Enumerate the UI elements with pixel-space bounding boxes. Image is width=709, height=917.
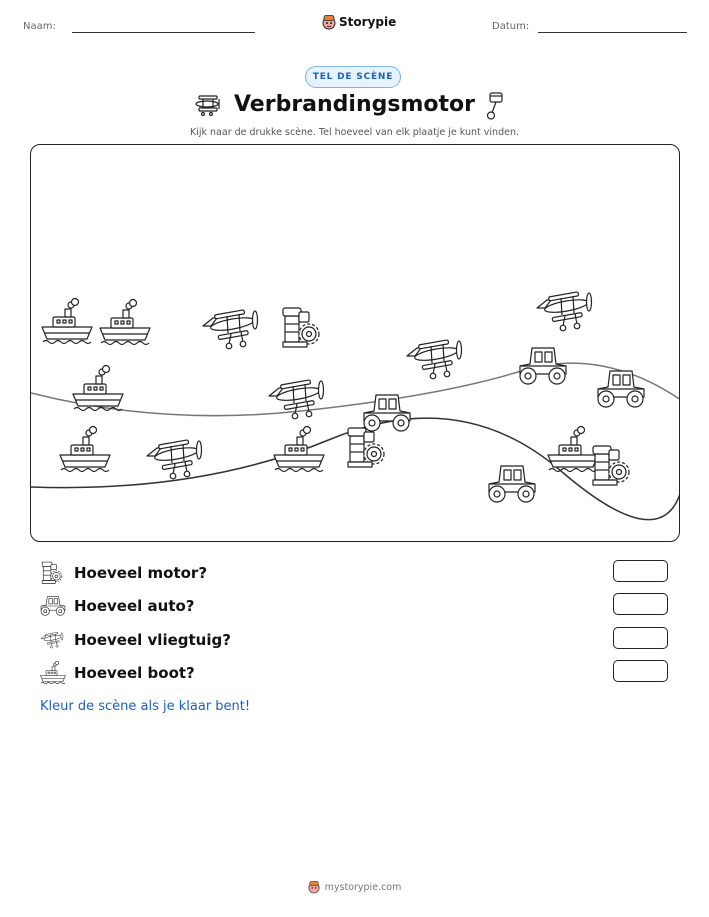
piston-decoration-icon xyxy=(486,92,506,124)
storypie-mascot-icon xyxy=(322,14,336,30)
car-icon xyxy=(40,595,66,617)
scene-boat-4 xyxy=(60,427,110,472)
answer-box-boat[interactable] xyxy=(613,660,668,682)
question-label: Hoeveel motor? xyxy=(74,564,208,582)
scene-boat-6 xyxy=(548,427,598,472)
activity-badge: TEL DE SCÈNE xyxy=(305,66,401,88)
scene-plane-10 xyxy=(147,440,202,479)
date-label: Datum: xyxy=(492,21,530,32)
coloring-instruction: Kleur de scène als je klaar bent! xyxy=(40,699,251,714)
name-field-line[interactable] xyxy=(72,32,255,33)
motor-icon xyxy=(40,561,64,585)
brand-logo xyxy=(322,14,396,30)
name-label: Naam: xyxy=(23,21,56,32)
boat-icon xyxy=(40,661,66,685)
page-subtitle: Kijk naar de drukke scène. Tel hoeveel van elk plaatje je kunt vinden. xyxy=(190,127,519,138)
storypie-mascot-icon xyxy=(308,880,320,894)
question-row-boat xyxy=(40,660,670,686)
page-title: Verbrandingsmotor xyxy=(233,92,475,117)
scene-car-15 xyxy=(489,466,535,502)
question-label: Hoeveel auto? xyxy=(74,597,195,615)
scene-motor-17 xyxy=(348,428,384,467)
question-row-motor xyxy=(40,560,670,586)
scene-plane-8 xyxy=(407,340,462,379)
scene-car-14 xyxy=(364,395,410,431)
counting-scene xyxy=(30,144,680,542)
answer-box-car[interactable] xyxy=(613,593,668,615)
plane-icon xyxy=(40,629,66,651)
brand-name: Storypie xyxy=(339,15,397,29)
scene-plane-7 xyxy=(203,310,258,349)
scene-car-12 xyxy=(520,348,566,384)
date-field-line[interactable] xyxy=(538,32,687,33)
scene-canvas xyxy=(31,145,680,542)
footer-url: mystorypie.com xyxy=(324,881,402,893)
answer-box-plane[interactable] xyxy=(613,627,668,649)
scene-motor-16 xyxy=(283,308,319,347)
question-row-plane xyxy=(40,627,670,653)
scene-motor-18 xyxy=(593,446,629,485)
scene-boat-2 xyxy=(100,300,150,345)
scene-plane-11 xyxy=(537,292,592,331)
question-label: Hoeveel vliegtuig? xyxy=(74,631,231,649)
answer-box-motor[interactable] xyxy=(613,560,668,582)
footer xyxy=(0,880,709,894)
question-label: Hoeveel boot? xyxy=(74,664,195,682)
scene-boat-3 xyxy=(73,366,123,411)
scene-boat-1 xyxy=(42,299,92,344)
question-row-car xyxy=(40,593,670,619)
scene-boat-5 xyxy=(274,427,324,472)
